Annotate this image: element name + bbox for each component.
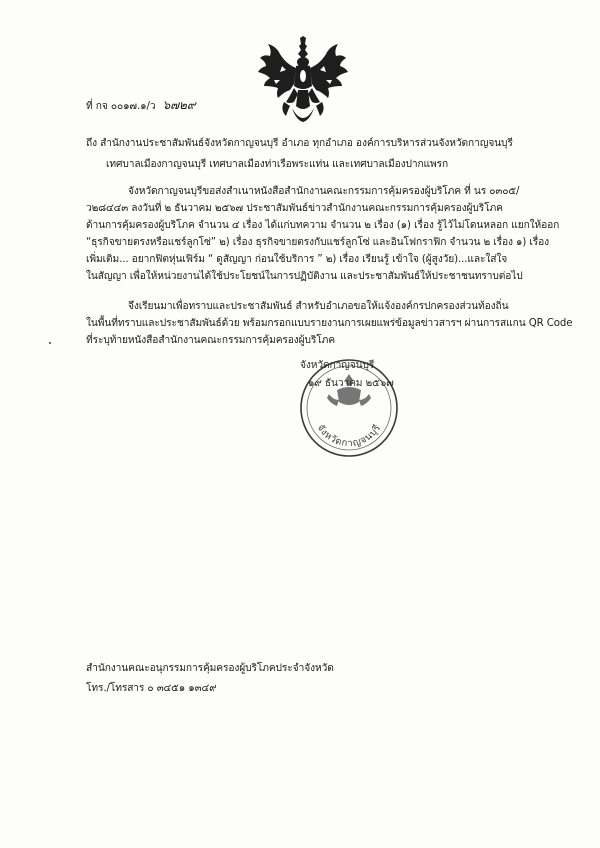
paragraph-line: ด้านการคุ้มครองผู้บริโภค จำนวน ๔ เรื่อง ได้แก่บทความ จำนวน ๒ เรื่อง (๑) เรื่อง รู้ไว้ไม่โดนหลอก แยกให้ออก [86, 220, 560, 231]
signature-date: ๑๙ ธันวาคม ๒๕๖๗ [308, 378, 394, 389]
footer-phone: โทร./โทรสาร ๐ ๓๔๕๑ ๑๓๔๙ [86, 683, 217, 694]
paragraph-line: ที่ระบุท้ายหนังสือสำนักงานคณะกรรมการคุ้มครองผู้บริโภค [86, 335, 335, 346]
paragraph-line: จึงเรียนมาเพื่อทราบและประชาสัมพันธ์ สำหรับอำเภอขอให้แจ้งองค์กรปกครองส่วนท้องถิ่น [128, 301, 509, 312]
reference-handwritten: ๖๗๒๙ [162, 98, 196, 112]
paragraph-line: “ธุรกิจขายตรงหรือแชร์ลูกโซ่” ๒) เรื่อง ธุรกิจขายตรงกับแชร์ลูกโซ่ และอินโฟกราฟิก จำนวน ๒ เรื่อง ๑) เรื่อง [86, 237, 550, 248]
footer-office: สำนักงานคณะอนุกรรมการคุ้มครองผู้บริโภคประจำจังหวัด [86, 663, 334, 674]
paragraph-line: ในพื้นที่ทราบและประชาสัมพันธ์ด้วย พร้อมกรอกแบบรายงานการเผยแพร่ข้อมูลข่าวสารฯ ผ่านการสแกน QR Code [86, 318, 573, 329]
paragraph-line: จังหวัดกาญจนบุรีขอส่งสำเนาหนังสือสำนักงานคณะกรรมการคุ้มครองผู้บริโภค ที่ นร ๐๓๐๕/ [128, 186, 520, 197]
paragraph-line: เพิ่มเติม... อยากฟิตหุ่นเฟิร์ม “ ดูสัญญา ก่อนใช้บริการ ” ๒) เรื่อง เรียนรู้ เข้าใจ (ผู้สูงวัย)...และใส่ใจ [86, 254, 508, 265]
garuda-emblem-icon [256, 36, 350, 128]
signature-province: จังหวัดกาญจนบุรี [300, 360, 375, 371]
recipient-line-2: เทศบาลเมืองกาญจนบุรี เทศบาลเมืองท่าเรือพระแท่น และเทศบาลเมืองปากแพรก [106, 159, 449, 170]
speck-mark [49, 342, 51, 344]
reference-prefix: ที่ กจ ๐๐๑๗.๑/ว [86, 101, 156, 112]
svg-text:จังหวัดกาญจนบุรี [315, 422, 384, 449]
paragraph-line: ว๒๘๔๔๓ ลงวันที่ ๒ ธันวาคม ๒๕๖๗ ประชาสัมพันธ์ข่าวสำนักงานคณะกรรมการคุ้มครองผู้บริโภค [86, 203, 503, 214]
seal-text: จังหวัดกาญจนบุรี [314, 422, 384, 450]
recipient-line-1: ถึง สำนักงานประชาสัมพันธ์จังหวัดกาญจนบุรี อำเภอ ทุกอำเภอ องค์การบริหารส่วนจังหวัดกาญจนบุรี [86, 138, 513, 149]
paragraph-line: ในสัญญา เพื่อให้หน่วยงานได้ใช้ประโยชน์ในการปฏิบัติงาน และประชาสัมพันธ์ให้ประชาชนทราบต่อไป [86, 271, 523, 282]
reference-number [86, 99, 196, 113]
